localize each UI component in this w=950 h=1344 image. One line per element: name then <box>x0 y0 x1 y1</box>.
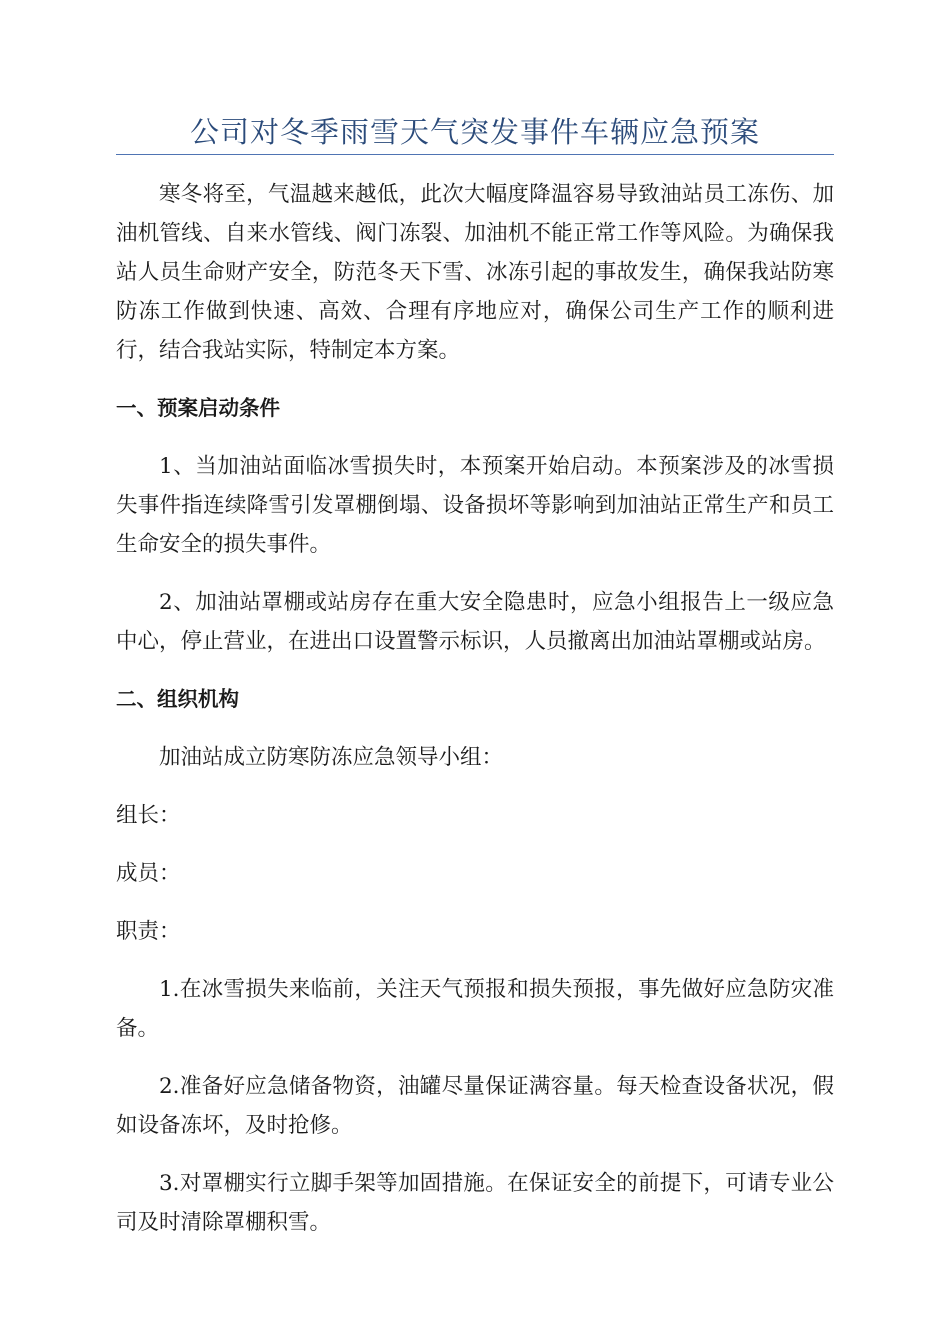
duty-item-3: 3.对罩棚实行立脚手架等加固措施。在保证安全的前提下，可请专业公司及时清除罩棚积雪。 <box>116 1171 834 1235</box>
organization-intro: 加油站成立防寒防冻应急领导小组： <box>159 745 504 770</box>
document-title: 公司对冬季雨雪天气突发事件车辆应急预案 <box>189 115 760 149</box>
document-body <box>116 175 834 1261</box>
duty-item-1: 1.在冰雪损失来临前，关注天气预报和损失预报，事先做好应急防灾准备。 <box>116 977 834 1041</box>
section-heading-activation: 一、预案启动条件 <box>116 396 280 420</box>
activation-item-2: 2、加油站罩棚或站房存在重大安全隐患时，应急小组报告上一级应急中心，停止营业，在进出口设置警示标识，人员撤离出加油站罩棚或站房。 <box>116 590 834 654</box>
duties-label: 职责： <box>116 919 181 944</box>
leader-label: 组长： <box>116 803 181 828</box>
intro-paragraph: 寒冬将至，气温越来越低，此次大幅度降温容易导致油站员工冻伤、加油机管线、自来水管线、阀门冻裂、加油机不能正常工作等风险。为确保我站人员生命财产安全，防范冬天下雪、冰冻引起的事故发生，确保我站防寒防冻工作做到快速、高效、合理有序地应对，确保公司生产工作的顺利进行，结合我站实际，特制定本方案。 <box>116 182 834 363</box>
title-underline <box>116 154 834 155</box>
section-heading-organization: 二、组织机构 <box>116 687 239 711</box>
members-label: 成员： <box>116 861 181 886</box>
activation-item-1: 1、当加油站面临冰雪损失时，本预案开始启动。本预案涉及的冰雪损失事件指连续降雪引发罩棚倒塌、设备损坏等影响到加油站正常生产和员工生命安全的损失事件。 <box>116 454 834 557</box>
duty-item-2: 2.准备好应急储备物资，油罐尽量保证满容量。每天检查设备状况，假如设备冻坏，及时抢修。 <box>116 1074 834 1138</box>
